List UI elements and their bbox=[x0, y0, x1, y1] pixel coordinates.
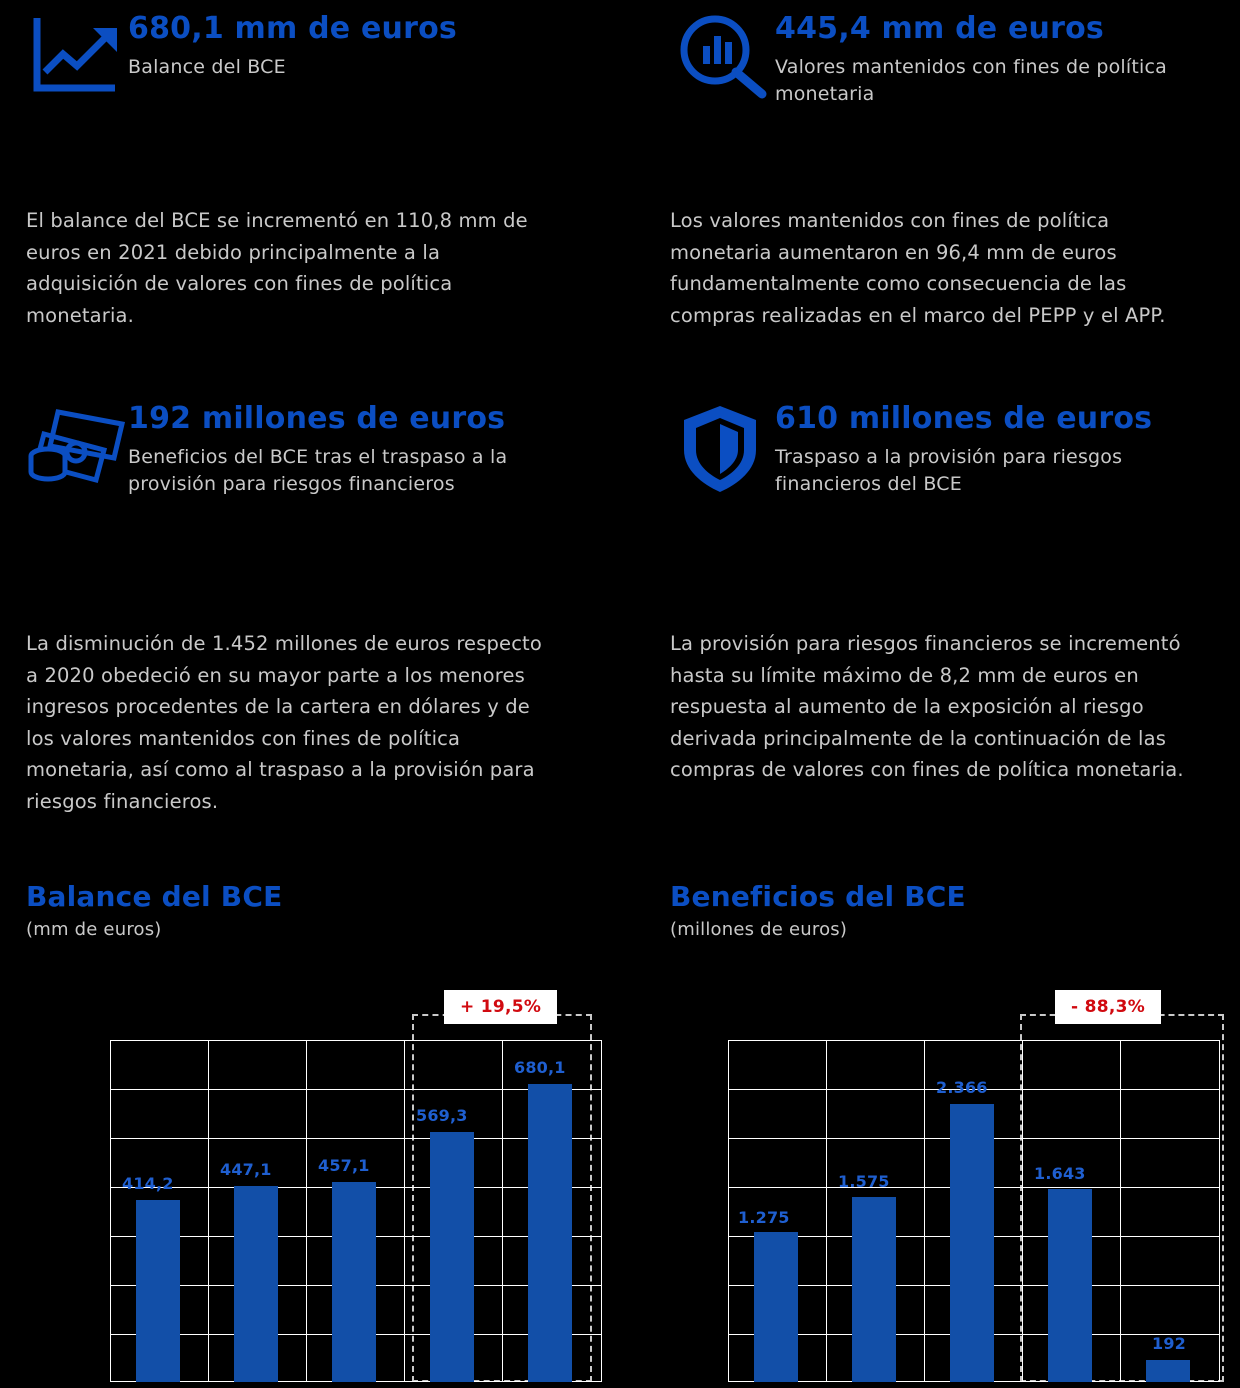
bar bbox=[950, 1104, 994, 1382]
kpi-card-provision bbox=[665, 400, 1225, 500]
chart-subtitle: (millones de euros) bbox=[670, 919, 848, 940]
kpi-label: Balance del BCE bbox=[128, 56, 286, 79]
bar-value-label: 569,3 bbox=[416, 1106, 468, 1125]
bar-value-label: 1.275 bbox=[738, 1208, 790, 1227]
kpi-label: Valores mantenidos con fines de política monetaria bbox=[775, 56, 1168, 105]
chart-subtitle: (mm de euros) bbox=[26, 919, 162, 940]
bar-value-label: 1.575 bbox=[838, 1172, 890, 1191]
bar-value-label: 2.366 bbox=[936, 1078, 988, 1097]
bar-value-label: 414,2 bbox=[122, 1174, 174, 1193]
bar-value-label: 457,1 bbox=[318, 1156, 370, 1175]
kpi-paragraph-balance: El balance del BCE se incrementó en 110,8 mm de euros en 2021 debido principalmente a la adquisición de valores con fines de política monetaria. bbox=[26, 209, 528, 327]
magnifier-bars-icon bbox=[665, 10, 775, 110]
bar bbox=[754, 1232, 798, 1382]
kpi-value: 445,4 mm de euros bbox=[775, 11, 1104, 46]
kpi-card-balance bbox=[18, 10, 578, 110]
bar bbox=[1048, 1189, 1092, 1382]
delta-badge: - 88,3% bbox=[1055, 990, 1161, 1024]
bar bbox=[234, 1186, 278, 1382]
bar bbox=[528, 1084, 572, 1382]
kpi-paragraph-provision: La provisión para riesgos financieros se incrementó hasta su límite máximo de 8,2 mm de euros en respuesta al aumento de la exposición al riesgo derivada principalmente de la continuación de las compras de valores con fines de política monetaria. bbox=[670, 632, 1184, 782]
kpi-value: 680,1 mm de euros bbox=[128, 11, 457, 46]
kpi-card-profit bbox=[18, 400, 578, 500]
bar-value-label: 192 bbox=[1152, 1334, 1186, 1353]
bar-value-label: 1.643 bbox=[1034, 1164, 1086, 1183]
chart-title: Beneficios del BCE bbox=[670, 880, 966, 913]
kpi-value: 610 millones de euros bbox=[775, 401, 1153, 436]
bar bbox=[1146, 1360, 1190, 1382]
kpi-label: Traspaso a la provisión para riesgos financieros del BCE bbox=[775, 446, 1123, 495]
chart-title: Balance del BCE bbox=[26, 880, 283, 913]
chart-beneficios-del-bce bbox=[670, 880, 1240, 1382]
banknotes-coins-icon bbox=[18, 400, 128, 500]
bar bbox=[332, 1182, 376, 1382]
kpi-label: Beneficios del BCE tras el traspaso a la provisión para riesgos financieros bbox=[128, 446, 508, 495]
chart-growth-icon bbox=[18, 10, 128, 110]
shield-icon bbox=[665, 400, 775, 500]
kpi-value: 192 millones de euros bbox=[128, 401, 506, 436]
plot-area bbox=[26, 962, 606, 1382]
bar-value-label: 680,1 bbox=[514, 1058, 566, 1077]
kpi-card-securities bbox=[665, 10, 1225, 110]
chart-balance-del-bce bbox=[26, 880, 606, 1382]
kpi-paragraph-profit: La disminución de 1.452 millones de euros respecto a 2020 obedeció en su mayor parte a los menores ingresos procedentes de la cartera en dólares y de los valores mantenidos con fines de política monetaria, así como al traspaso a la provisión para riesgos financieros. bbox=[26, 632, 542, 813]
bar bbox=[430, 1132, 474, 1382]
kpi-paragraph-securities: Los valores mantenidos con fines de política monetaria aumentaron en 96,4 mm de euros fundamentalmente como consecuencia de las compras realizadas en el marco del PEPP y el APP. bbox=[670, 209, 1166, 327]
bar-value-label: 447,1 bbox=[220, 1160, 272, 1179]
delta-badge: + 19,5% bbox=[444, 990, 557, 1024]
plot-area bbox=[670, 962, 1240, 1382]
bar bbox=[136, 1200, 180, 1382]
bar bbox=[852, 1197, 896, 1382]
